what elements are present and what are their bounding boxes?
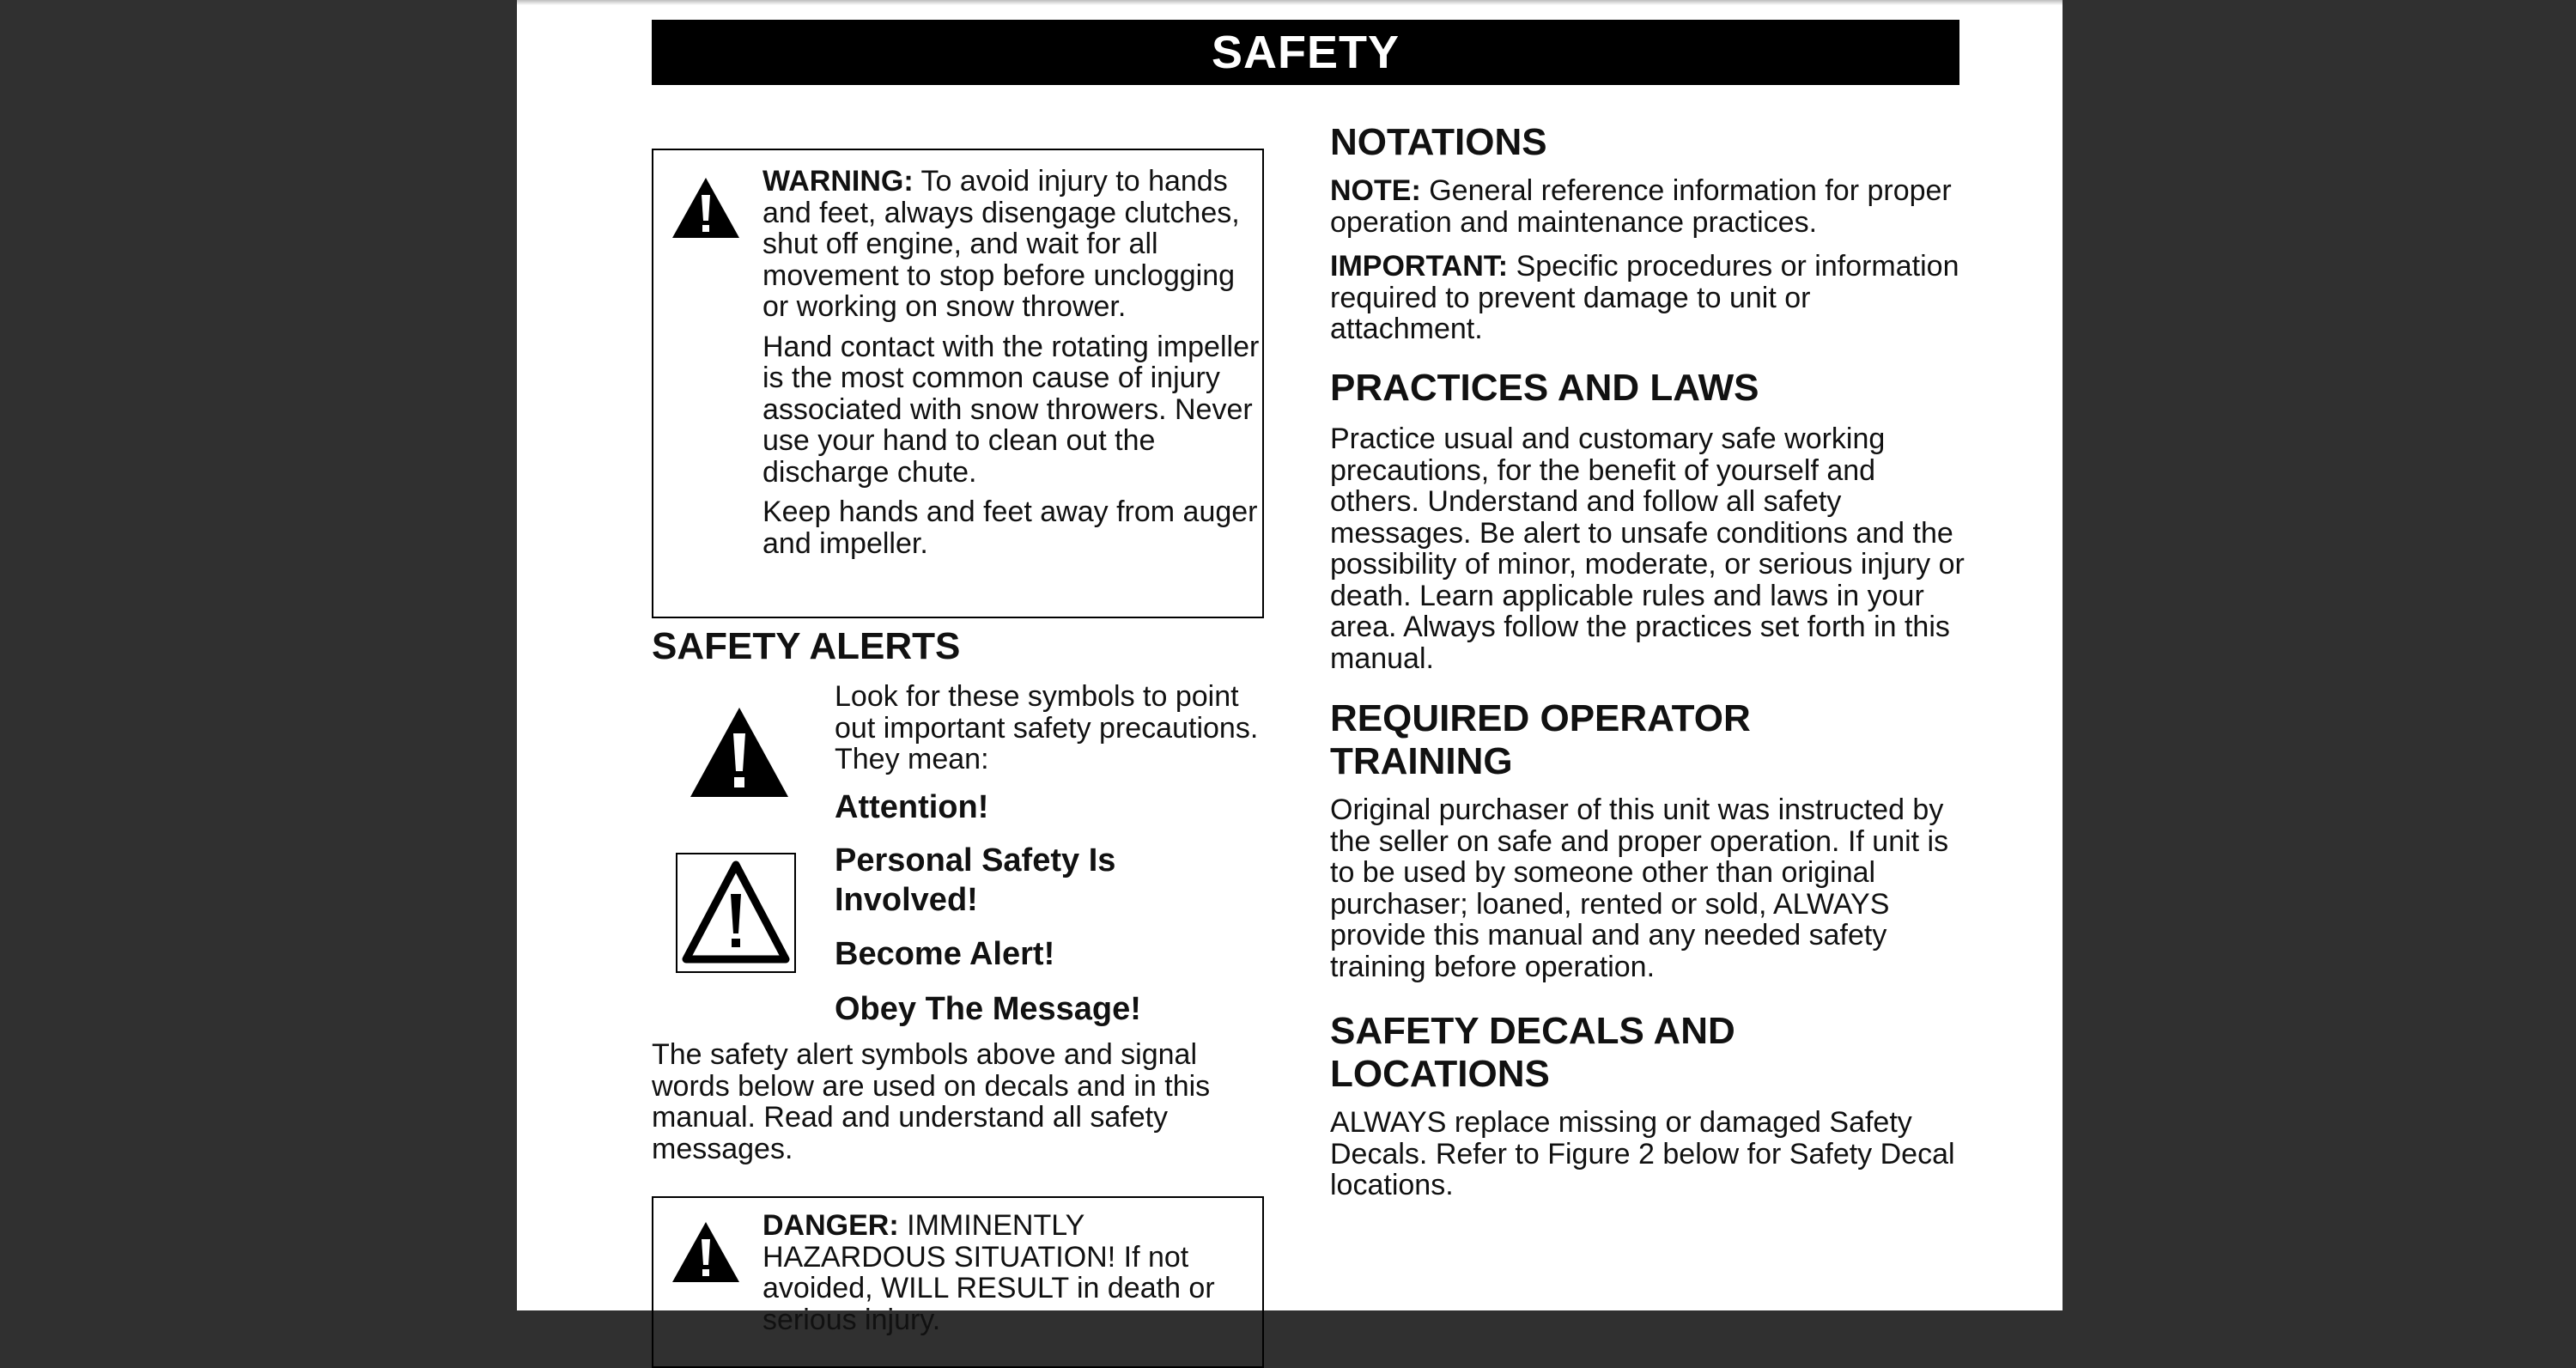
danger-label: DANGER: [762,1209,899,1242]
danger-paragraph: DANGER: IMMINENTLY HAZARDOUS SITUATION! If not avoided, WILL RESULT in death or serious injury. [762,1209,1215,1336]
practices-heading: PRACTICES AND LAWS [1330,367,1759,409]
warning-paragraph-2: Hand contact with the rotating impeller is the most common cause of injury associated with snow throwers. Never use your hand to clean out the discharge chute. [762,330,1260,489]
signal-personal-safety: Personal Safety Is Involved! [835,842,1116,918]
warning-paragraph-3: Keep hands and feet away from auger and impeller. [762,496,1258,560]
safety-alerts-footer: The safety alert symbols above and signal words below are used on decals and in this manual. Read and understand all safety messages. [652,1038,1211,1165]
safety-alerts-heading: SAFETY ALERTS [652,625,961,667]
notations-heading: NOTATIONS [1330,121,1547,163]
note-paragraph: NOTE: General reference information for proper operation and maintenance practices. [1330,174,1952,239]
safety-alerts-intro: Look for these symbols to point out important safety precautions. They mean: [835,680,1259,775]
warning-label: WARNING: [762,165,914,198]
page-top-edge [517,0,2063,5]
important-label: IMPORTANT: [1330,250,1509,283]
manual-page [517,0,2063,1336]
warning-paragraph-1: WARNING: To avoid injury to hands and feet, always disengage clutches, shut off engine, and wait for all movement to stop before unclogging or working on snow thrower. [762,165,1240,323]
training-heading: REQUIRED OPERATOR TRAINING [1330,697,1751,782]
signal-become-alert: Become Alert! [835,936,1055,972]
danger-box [652,1196,1264,1368]
personal-safety-icon [676,853,796,973]
important-paragraph: IMPORTANT: Specific procedures or information required to prevent damage to unit or attachment. [1330,250,1959,345]
outlined-alert-triangle-icon [683,861,789,963]
warning-box [652,149,1264,618]
safety-alert-triangle-icon [689,706,790,799]
danger-triangle-icon [671,1220,741,1284]
signal-attention: Attention! [835,789,989,825]
warning-triangle-icon [671,176,741,240]
decals-heading: SAFETY DECALS AND LOCATIONS [1330,1010,1735,1095]
practices-paragraph: Practice usual and customary safe working precautions, for the benefit of yourself and others. Understand and follow all safety messages. Be alert to unsafe conditions and the possibility of minor, moderate, or serious injury or death. Learn applicable rules and laws in your area. Always follow the practices set forth in this manual. [1330,423,1965,675]
page-title: SAFETY [652,20,1959,85]
note-label: NOTE: [1330,174,1421,207]
training-paragraph: Original purchaser of this unit was instructed by the seller on safe and proper operation. If unit is to be used by someone other than original purchaser; loaned, rented or sold, ALWAYS provide this manual and any needed safety training before operation. [1330,793,1949,983]
decals-paragraph: ALWAYS replace missing or damaged Safety Decals. Refer to Figure 2 below for Safety Decal locations. [1330,1106,1955,1201]
signal-obey-message: Obey The Message! [835,991,1141,1027]
